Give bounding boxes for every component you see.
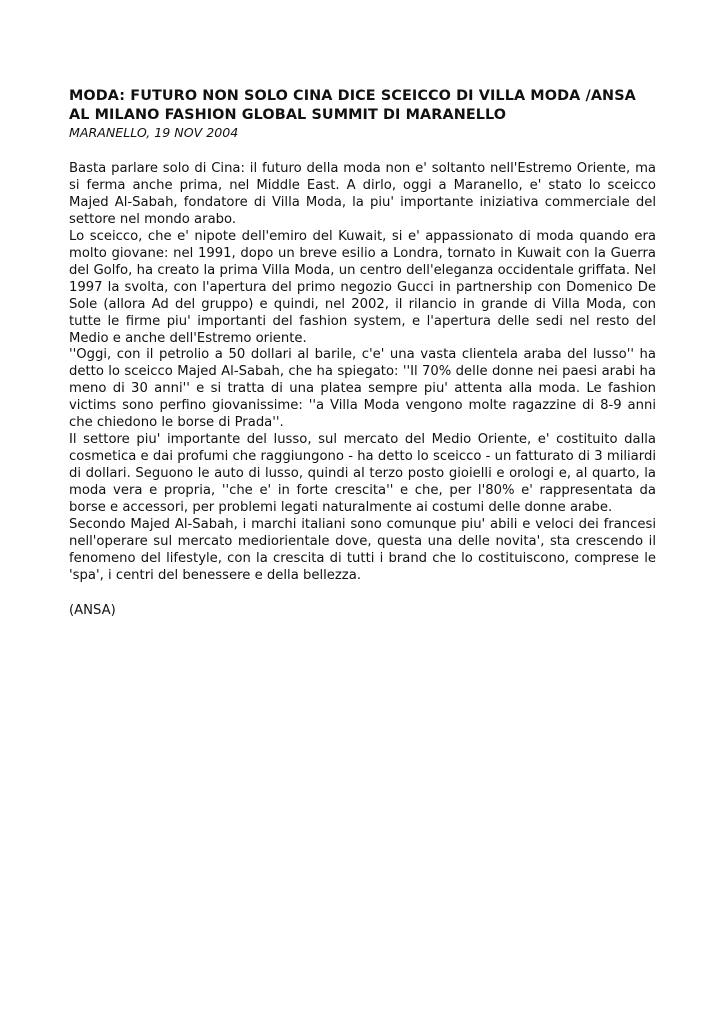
paragraph-3: ''Oggi, con il petrolio a 50 dollari al barile, c'e' una vasta clientela araba del lusso'' ha detto lo sceicco Majed Al-Sabah, che ha spiegato: ''Il 70% delle donne nei paesi arabi ha meno di 30 anni'' e si tratta di una platea sempre piu' attenta alla moda. Le fashion victims sono perfino giovanissime: ''a Villa Moda vengono molte ragazzine di 8-9 anni che chiedono le borse di Prada''.: [69, 347, 656, 431]
paragraph-2: Lo sceicco, che e' nipote dell'emiro del Kuwait, si e' appassionato di moda quando era molto giovane: nel 1991, dopo un breve esilio a Londra, tornato in Kuwait con la Guerra del Golfo, ha creato la prima Villa Moda, un centro dell'eleganza occidentale griffata. Nel 1997 la svolta, con l'apertura del primo negozio Gucci in partnership con Domenico De Sole (allora Ad del gruppo) e quindi, nel 2002, il rilancio in grande di Villa Moda, con tutte le firme piu' importanti del fashion system, e l'apertura delle sedi nel resto del Medio e anche dell'Estremo oriente.: [69, 228, 656, 346]
paragraph-5: Secondo Majed Al-Sabah, i marchi italiani sono comunque piu' abili e veloci dei francesi nell'operare sul mercato mediorientale dove, questa una delle novita', sta crescendo il fenomeno del lifestyle, con la crescita di tutti i brand che lo costituiscono, comprese le 'spa', i centri del benessere e della bellezza.: [69, 517, 656, 583]
dateline: MARANELLO, 19 NOV 2004: [69, 125, 239, 140]
article-body: [69, 161, 656, 585]
paragraph-1: Basta parlare solo di Cina: il futuro della moda non e' soltanto nell'Estremo Oriente, ma si ferma anche prima, nel Middle East. A dirlo, oggi a Maranello, e' stato lo sceicco Majed Al-Sabah, fondatore di Villa Moda, la piu' importante iniziativa commerciale del settore nel mondo arabo.: [69, 161, 656, 227]
agency-signoff: (ANSA): [69, 602, 116, 618]
headline: [69, 87, 656, 125]
headline-line-1: MODA: FUTURO NON SOLO CINA DICE SCEICCO DI VILLA MODA /ANSA: [69, 88, 636, 104]
document-page: [69, 87, 656, 632]
headline-line-2: AL MILANO FASHION GLOBAL SUMMIT DI MARANELLO: [69, 107, 507, 123]
paragraph-4: Il settore piu' importante del lusso, sul mercato del Medio Oriente, e' costituito dalla cosmetica e dai profumi che raggiungono - ha detto lo sceicco - un fatturato di 3 miliardi di dollari. Seguono le auto di lusso, quindi al terzo posto gioielli e orologi e, al quarto, la moda vera e propria, ''che e' in forte crescita'' e che, per l'80% e' rappresentata da borse e accessori, per problemi legati naturalmente ai costumi delle donne arabe.: [69, 432, 656, 516]
